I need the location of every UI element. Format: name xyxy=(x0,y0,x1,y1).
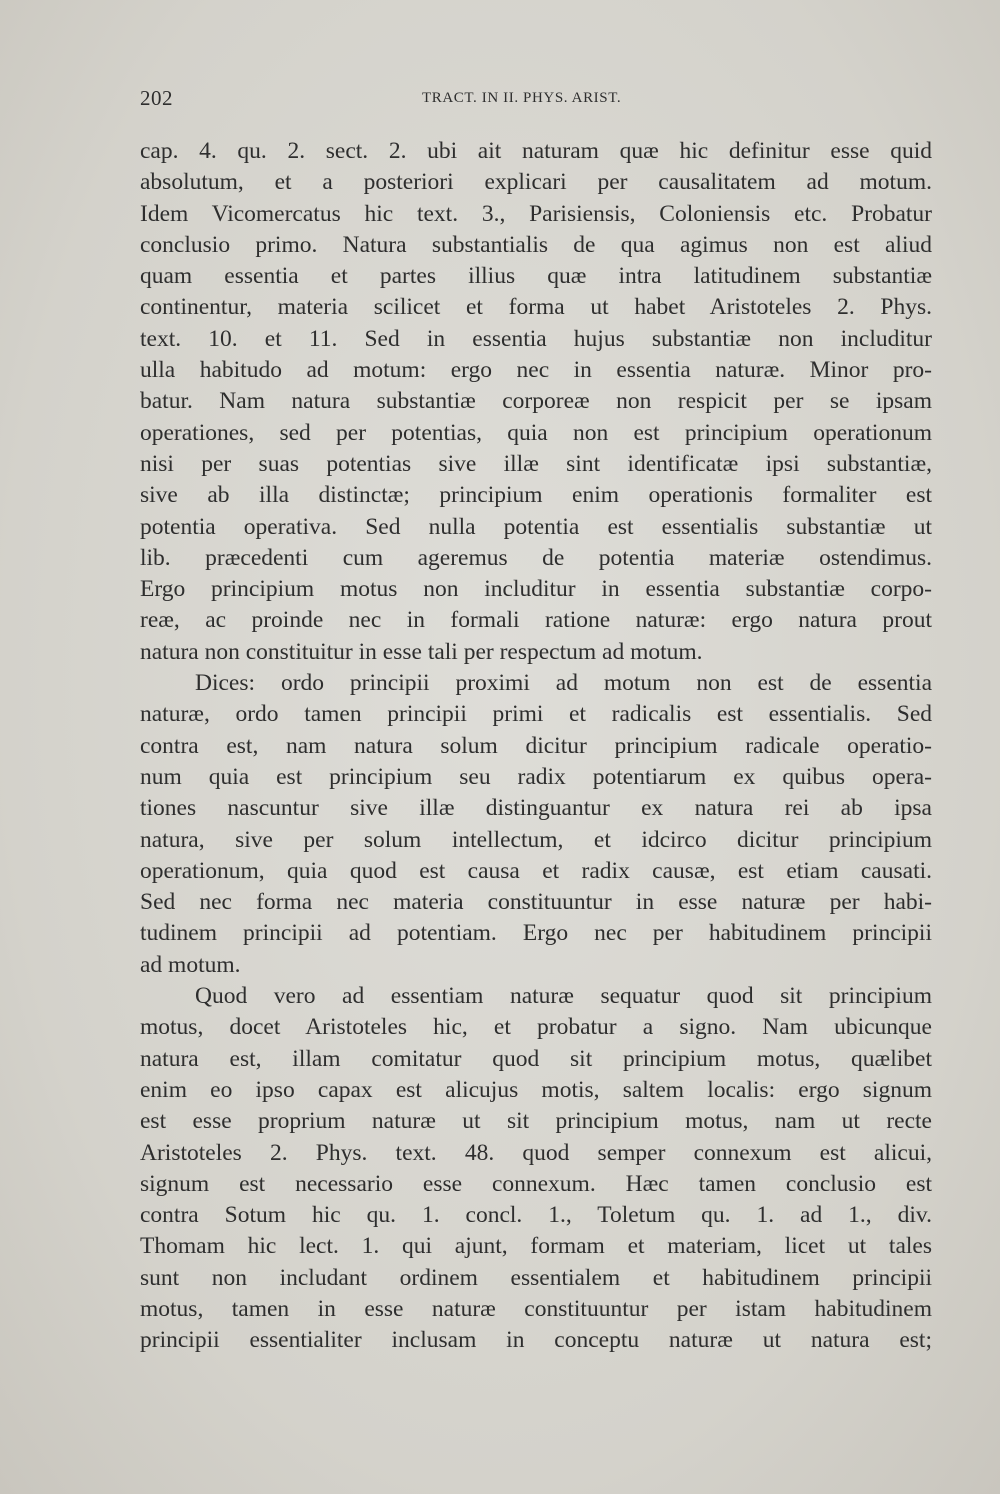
text-line: lib. præcedenti cum ageremus de potentia materiæ ostendimus. xyxy=(140,544,932,571)
text-line: potentia operativa. Sed nulla potentia est essentialis substantiæ ut xyxy=(140,513,932,540)
text-line: motus, tamen in esse naturæ constituuntur per istam habitudinem xyxy=(140,1295,932,1322)
paragraph-last-line: natura non constituitur in esse tali per respectum ad motum. xyxy=(140,638,703,665)
text-line: nisi per suas potentias sive illæ sint identificatæ ipsi substantiæ, xyxy=(140,450,932,477)
text-line: tiones nascuntur sive illæ distinguantur ex natura rei ab ipsa xyxy=(140,795,932,822)
page-number: 202 xyxy=(140,86,173,110)
body-text xyxy=(140,136,932,1357)
text-line: contra est, nam natura solum dicitur principium radicale operatio- xyxy=(140,732,932,759)
running-head xyxy=(140,86,930,114)
paragraph-first-line: Quod vero ad essentiam naturæ sequatur quod sit principium xyxy=(195,983,932,1010)
paragraph-first-line: Dices: ordo principii proximi ad motum non est de essentia xyxy=(195,670,932,697)
text-line: cap. 4. qu. 2. sect. 2. ubi ait naturam quæ hic definitur esse quid xyxy=(140,138,932,164)
text-line: Thomam hic lect. 1. qui ajunt, formam et materiam, licet ut tales xyxy=(140,1233,932,1260)
text-line: natura est, illam comitatur quod sit principium motus, quælibet xyxy=(140,1045,932,1072)
text-line: batur. Nam natura substantiæ corporeæ non respicit per se ipsam xyxy=(140,388,932,415)
text-line: continentur, materia scilicet et forma ut habet Aristoteles 2. Phys. xyxy=(140,294,932,321)
text-line: quam essentia et partes illius quæ intra latitudinem substantiæ xyxy=(140,263,932,290)
text-line: natura, sive per solum intellectum, et idcirco dicitur principium xyxy=(140,826,932,853)
text-line: conclusio primo. Natura substantialis de qua agimus non est aliud xyxy=(140,231,932,258)
text-line: Sed nec forma nec materia constituuntur in esse naturæ per habi- xyxy=(140,889,932,916)
text-line: sive ab illa distinctæ; principium enim operationis formaliter est xyxy=(140,482,932,509)
text-line: sunt non includant ordinem essentialem et habitudinem principii xyxy=(140,1264,932,1291)
running-title: TRACT. IN II. PHYS. ARIST. xyxy=(422,90,622,106)
text-line: num quia est principium seu radix potentiarum ex quibus opera- xyxy=(140,763,932,790)
paragraph-last-line: ad motum. xyxy=(140,951,241,978)
text-line: reæ, ac proinde nec in formali ratione naturæ: ergo natura prout xyxy=(140,607,932,634)
text-line: operationum, quia quod est causa et radix causæ, est etiam causati. xyxy=(140,857,932,884)
text-line: operationes, sed per potentias, quia non est principium operationum xyxy=(140,419,932,446)
text-line: Idem Vicomercatus hic text. 3., Parisiensis, Coloniensis etc. Probatur xyxy=(140,200,932,227)
text-line: text. 10. et 11. Sed in essentia hujus substantiæ non includitur xyxy=(140,325,932,352)
text-line: est esse proprium naturæ ut sit principium motus, nam ut recte xyxy=(140,1108,932,1135)
text-line: signum est necessario esse connexum. Hæc tamen conclusio est xyxy=(140,1170,932,1197)
text-line: enim eo ipso capax est alicujus motis, saltem localis: ergo signum xyxy=(140,1076,932,1103)
text-line: Aristoteles 2. Phys. text. 48. quod semper connexum est alicui, xyxy=(140,1139,932,1166)
text-line: motus, docet Aristoteles hic, et probatur a signo. Nam ubicunque xyxy=(140,1014,932,1041)
text-line: principii essentialiter inclusam in conceptu naturæ ut natura est; xyxy=(140,1327,932,1354)
text-line: absolutum, et a posteriori explicari per causalitatem ad motum. xyxy=(140,169,932,196)
text-line: Ergo principium motus non includitur in essentia substantiæ corpo- xyxy=(140,576,932,603)
text-line: contra Sotum hic qu. 1. concl. 1., Toletum qu. 1. ad 1., div. xyxy=(140,1202,932,1229)
text-line: naturæ, ordo tamen principii primi et radicalis est essentialis. Sed xyxy=(140,701,932,728)
text-line: tudinem principii ad potentiam. Ergo nec per habitudinem principii xyxy=(140,920,932,947)
text-line: ulla habitudo ad motum: ergo nec in essentia naturæ. Minor pro- xyxy=(140,357,932,384)
